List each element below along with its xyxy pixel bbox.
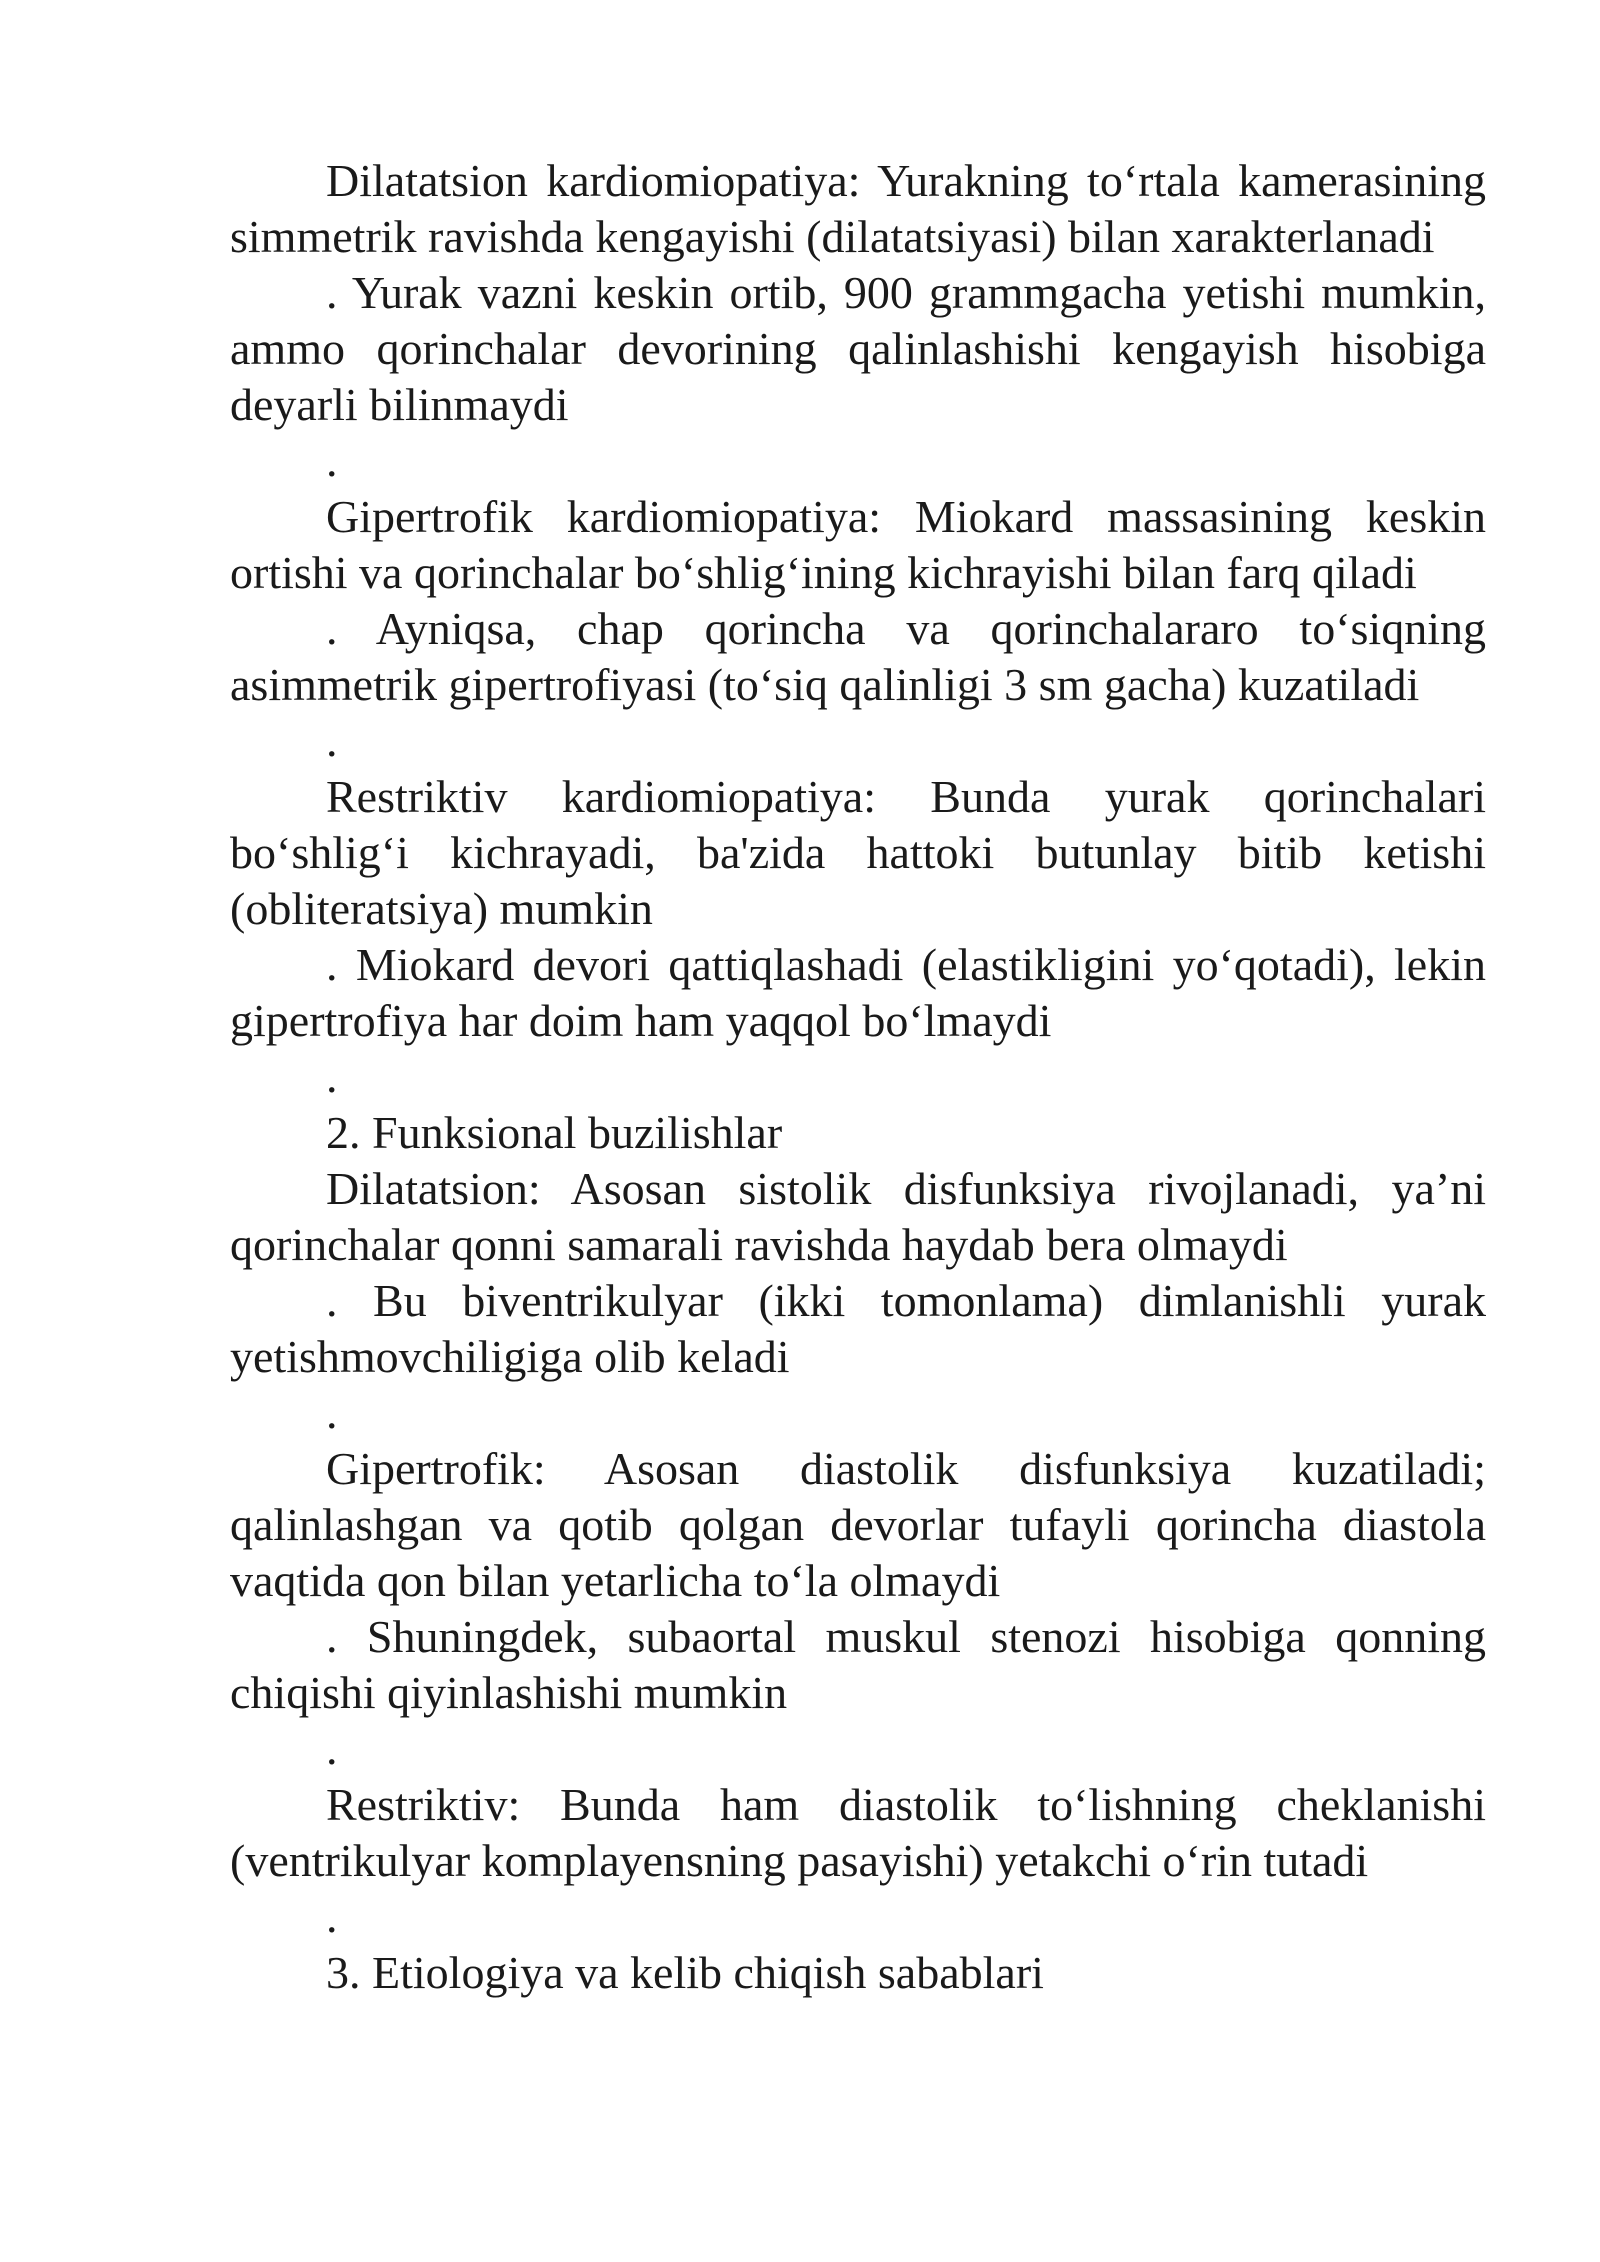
period-line: . [326, 1387, 338, 1438]
section-heading-etiologiya: 3. Etiologiya va kelib chiqish sabablari [326, 1947, 1044, 1998]
period-line: . [326, 435, 338, 486]
paragraph-biventrikulyar: . Bu biventrikulyar (ikki tomonlama) dimlanishli yurak yetishmovchiligiga olib keladi [230, 1275, 1486, 1382]
paragraph-restriktiv-intro: Restriktiv kardiomiopatiya: Bunda yurak qorinchalari bo‘shlig‘i kichrayadi, ba'zida hattoki butunlay bitib ketishi (obliteratsiya) mumkin [230, 771, 1486, 934]
paragraph-gipertrofik-asymmetry: . Ayniqsa, chap qorincha va qorinchalararo to‘siqning asimmetrik gipertrofiyasi (to‘siq qalinligi 3 sm gacha) kuzatiladi [230, 603, 1486, 710]
paragraph-gipertrofik-intro: Gipertrofik kardiomiopatiya: Miokard massasining keskin ortishi va qorinchalar bo‘shlig‘ining kichrayishi bilan farq qiladi [230, 491, 1486, 598]
period-line: . [326, 1051, 338, 1102]
paragraph-dilatatsion-weight: . Yurak vazni keskin ortib, 900 grammgacha yetishi mumkin, ammo qorinchalar devorining qalinlashishi kengayish hisobiga deyarli bilinmaydi [230, 267, 1486, 430]
section-heading-funksional: 2. Funksional buzilishlar [326, 1107, 783, 1158]
period-line: . [326, 1723, 338, 1774]
period-line: . [326, 1891, 338, 1942]
paragraph-dilatatsion-function: Dilatatsion: Asosan sistolik disfunksiya rivojlanadi, ya’ni qorinchalar qonni samarali ravishda haydab bera olmaydi [230, 1163, 1486, 1270]
document-page [230, 153, 1486, 2001]
period-line: . [326, 715, 338, 766]
paragraph-gipertrofik-function: Gipertrofik: Asosan diastolik disfunksiya kuzatiladi; qalinlashgan va qotib qolgan devorlar tufayli qorincha diastola vaqtida qon bilan yetarlicha to‘la olmaydi [230, 1443, 1486, 1606]
paragraph-dilatatsion-intro: Dilatatsion kardiomiopatiya: Yurakning to‘rtala kamerasining simmetrik ravishda kengayishi (dilatatsiyasi) bilan xarakterlanadi [230, 155, 1486, 262]
paragraph-restriktiv-function: Restriktiv: Bunda ham diastolik to‘lishning cheklanishi (ventrikulyar komplayensning pasayishi) yetakchi o‘rin tutadi [230, 1779, 1486, 1886]
paragraph-restriktiv-wall: . Miokard devori qattiqlashadi (elastikligini yo‘qotadi), lekin gipertrofiya har doim ham yaqqol bo‘lmaydi [230, 939, 1486, 1046]
paragraph-subaortal: . Shuningdek, subaortal muskul stenozi hisobiga qonning chiqishi qiyinlashishi mumkin [230, 1611, 1486, 1718]
